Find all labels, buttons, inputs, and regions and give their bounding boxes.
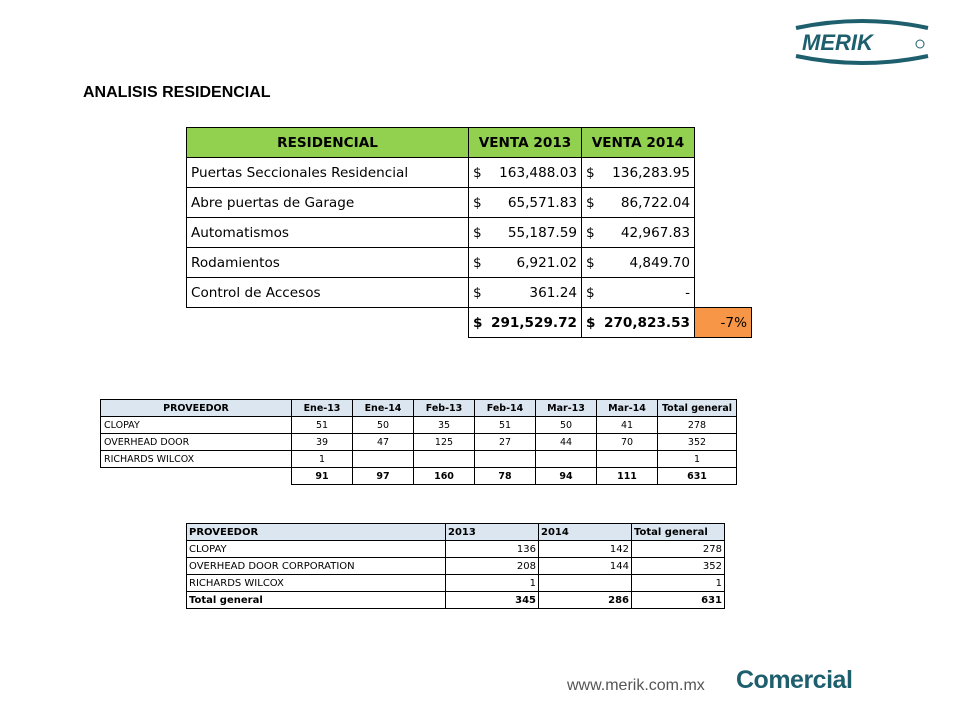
table-cell: 125 [414,434,475,451]
currency-symbol: $ [473,284,482,301]
amount: 86,722.04 [620,194,690,211]
table-cell: OVERHEAD DOOR CORPORATION [187,558,446,575]
table-cell: 142 [539,541,632,558]
total-cell: 631 [658,468,737,485]
table-cell: RICHARDS WILCOX [187,575,446,592]
table-cell: CLOPAY [101,417,292,434]
totals-row [101,468,737,485]
amount: 42,967.83 [620,224,690,241]
sales-v2014 [582,188,695,218]
table-row [187,188,752,218]
currency-symbol: $ [586,224,595,241]
table-cell: 51 [475,417,536,434]
column-header: Ene-14 [353,400,414,417]
table-cell: 1 [292,451,353,468]
total-2013: $ 291,529.72 [469,308,582,338]
table-cell: 51 [292,417,353,434]
product-name: Automatismos [187,218,469,248]
table-cell: OVERHEAD DOOR [101,434,292,451]
table-cell: 39 [292,434,353,451]
table-cell: 47 [353,434,414,451]
column-header: Mar-13 [536,400,597,417]
table-cell: CLOPAY [187,541,446,558]
merik-logo [792,18,932,66]
sales-v2013 [469,248,582,278]
column-header: PROVEEDOR [101,400,292,417]
blank-cell [101,468,292,485]
residential-sales-table [186,127,752,338]
column-header: Ene-13 [292,400,353,417]
table-cell: 1 [658,451,737,468]
table-cell [414,451,475,468]
yearly-provider-table [186,523,725,609]
amount: 65,571.83 [507,194,577,211]
sales-v2014 [582,248,695,278]
column-header: 2014 [539,524,632,541]
currency-symbol: $ [473,194,482,211]
table-header-row [101,400,737,417]
table-row [187,558,725,575]
column-header: Total general [632,524,725,541]
header-venta-2013: VENTA 2013 [469,128,582,158]
table-cell [539,575,632,592]
product-name: Abre puertas de Garage [187,188,469,218]
table-cell: 208 [446,558,539,575]
table-cell: 144 [539,558,632,575]
total-cell: 631 [632,592,725,609]
blank-cell [187,308,469,338]
table-cell: 1 [632,575,725,592]
table-cell [475,451,536,468]
product-name: Control de Accesos [187,278,469,308]
table-cell: 50 [353,417,414,434]
total-cell: 94 [536,468,597,485]
total-cell: 91 [292,468,353,485]
currency-symbol: $ [473,254,482,271]
sales-v2014 [582,218,695,248]
table-cell [597,451,658,468]
table-cell: 41 [597,417,658,434]
sales-v2013 [469,278,582,308]
website-url: www.merik.com.mx [567,677,705,694]
totals-row [187,592,725,609]
column-header: 2013 [446,524,539,541]
column-header: Feb-13 [414,400,475,417]
sales-v2014 [582,278,695,308]
brand-label: Comercial [736,666,853,694]
total-cell: 78 [475,468,536,485]
table-header-row [187,524,725,541]
sales-v2013 [469,188,582,218]
amount: 361.24 [529,284,577,301]
table-cell: 352 [632,558,725,575]
currency-symbol: $ [586,284,595,301]
amount: 4,849.70 [629,254,690,271]
total-2014: $ 270,823.53 [582,308,695,338]
table-cell: 27 [475,434,536,451]
table-row [187,248,752,278]
total-cell: 286 [539,592,632,609]
total-cell: Total general [187,592,446,609]
column-header: Feb-14 [475,400,536,417]
table-row [187,218,752,248]
table-row [101,417,737,434]
amount: 136,283.95 [612,164,690,181]
total-cell: 111 [597,468,658,485]
amount: 6,921.02 [516,254,577,271]
sales-v2013 [469,158,582,188]
header-venta-2014: VENTA 2014 [582,128,695,158]
column-header: Total general [658,400,737,417]
total-cell: 97 [353,468,414,485]
totals-row [187,308,752,338]
logo-text: MERIK [802,30,873,55]
table-cell: 136 [446,541,539,558]
currency-symbol: $ [586,164,595,181]
monthly-provider-table [100,399,737,485]
table-row [187,575,725,592]
table-header-row [187,128,752,158]
table-cell: 1 [446,575,539,592]
header-residencial: RESIDENCIAL [187,128,469,158]
change-percent: -7% [695,308,752,338]
table-cell: 44 [536,434,597,451]
table-cell: RICHARDS WILCOX [101,451,292,468]
total-cell: 345 [446,592,539,609]
table-cell [536,451,597,468]
currency-symbol: $ [473,224,482,241]
table-row [187,541,725,558]
amount: 55,187.59 [507,224,577,241]
table-row [101,434,737,451]
sales-v2014 [582,158,695,188]
table-row [101,451,737,468]
column-header: Mar-14 [597,400,658,417]
table-row [187,158,752,188]
table-cell: 70 [597,434,658,451]
currency-symbol: $ [586,194,595,211]
product-name: Rodamientos [187,248,469,278]
table-cell: 278 [632,541,725,558]
amount: 163,488.03 [499,164,577,181]
total-cell: 160 [414,468,475,485]
table-cell: 50 [536,417,597,434]
table-cell: 278 [658,417,737,434]
currency-symbol: $ [586,254,595,271]
sales-v2013 [469,218,582,248]
page-title: ANALISIS RESIDENCIAL [83,84,271,101]
table-cell: 352 [658,434,737,451]
currency-symbol: $ [473,164,482,181]
table-cell [353,451,414,468]
product-name: Puertas Seccionales Residencial [187,158,469,188]
table-row [187,278,752,308]
amount: - [685,284,690,301]
table-cell: 35 [414,417,475,434]
column-header: PROVEEDOR [187,524,446,541]
